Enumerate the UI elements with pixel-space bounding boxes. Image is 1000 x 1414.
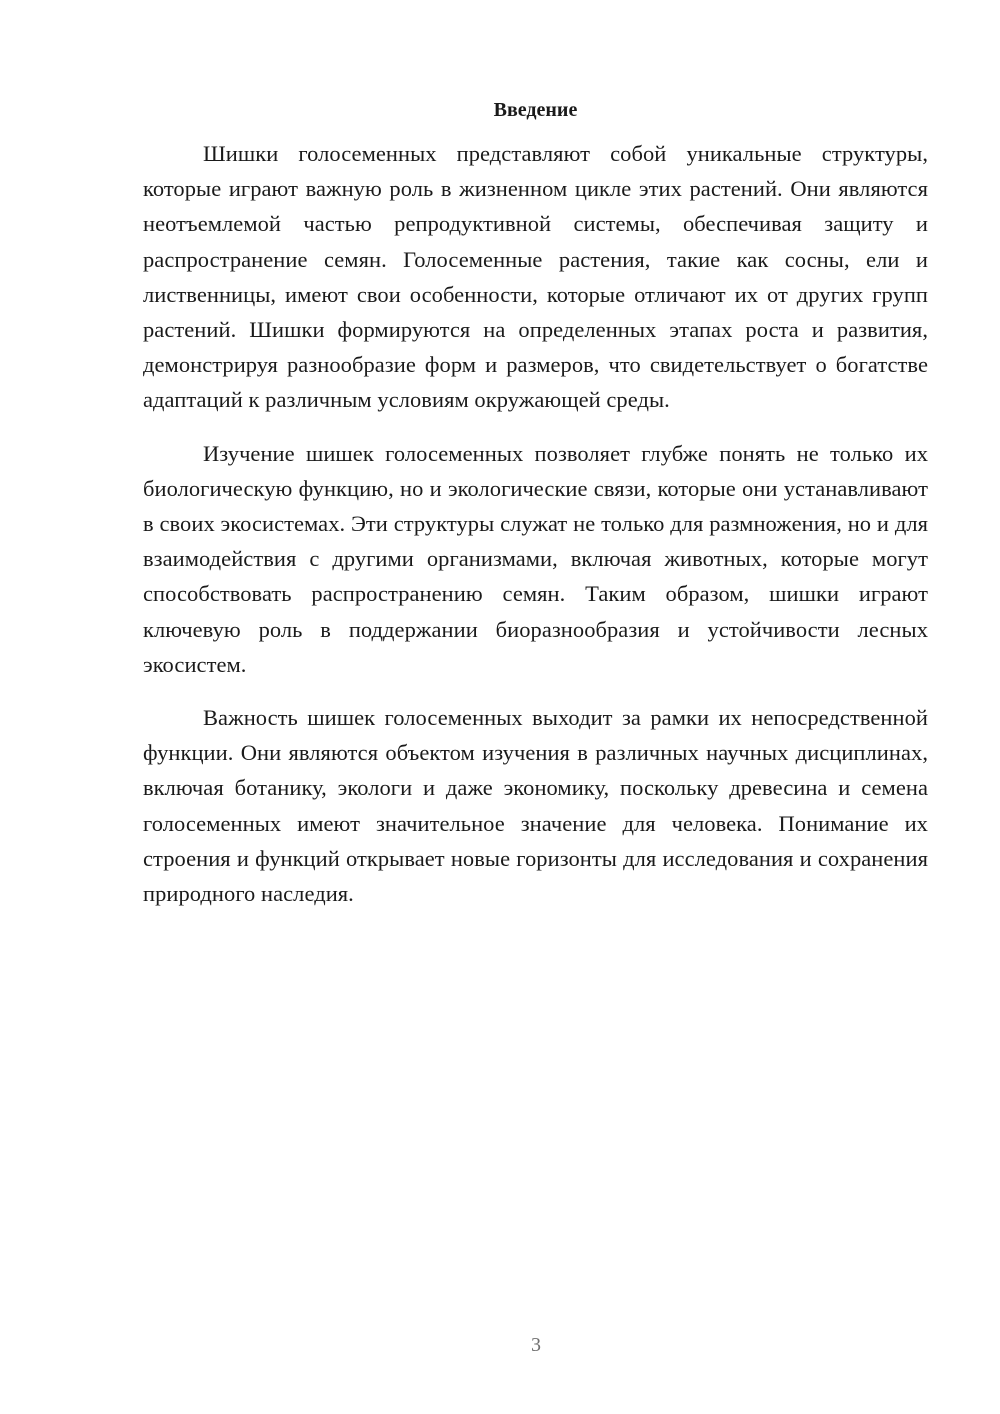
paragraph-2: Изучение шишек голосеменных позволяет глубже понять не только их биологическую функцию, но и экологические связи, которые они устанавливают в своих экосистемах. Эти структуры служат не только для размножения, но и для взаимодействия с другими организмами, включая животных, которые могут способствовать распространению семян. Таким образом, шишки играют ключевую роль в поддержании биоразнообразия и устойчивости лесных экосистем.: [143, 440, 928, 677]
paragraph-3: Важность шишек голосеменных выходит за рамки их непосредственной функции. Они являются объектом изучения в различных научных дисциплинах, включая ботанику, экологи и даже экономику, поскольку древесина и семена голосеменных имеют значительное значение для человека. Понимание их строения и функций открывает новые горизонты для исследования и сохранения природного наследия.: [143, 705, 928, 907]
page-number: 3: [531, 1334, 541, 1356]
page-content: [143, 96, 928, 929]
section-title: Введение: [493, 99, 578, 121]
paragraph-1: Шишки голосеменных представляют собой уникальные структуры, которые играют важную роль в жизненном цикле этих растений. Они являются неотъемлемой частью репродуктивной системы, обеспечивая защиту и распространение семян. Голосеменные растения, такие как сосны, ели и лиственницы, имеют свои особенности, которые отличают их от других групп растений. Шишки формируются на определенных этапах роста и развития, демонстрируя разнообразие форм и размеров, что свидетельствует о богатстве адаптаций к различным условиям окружающей среды.: [143, 141, 928, 413]
